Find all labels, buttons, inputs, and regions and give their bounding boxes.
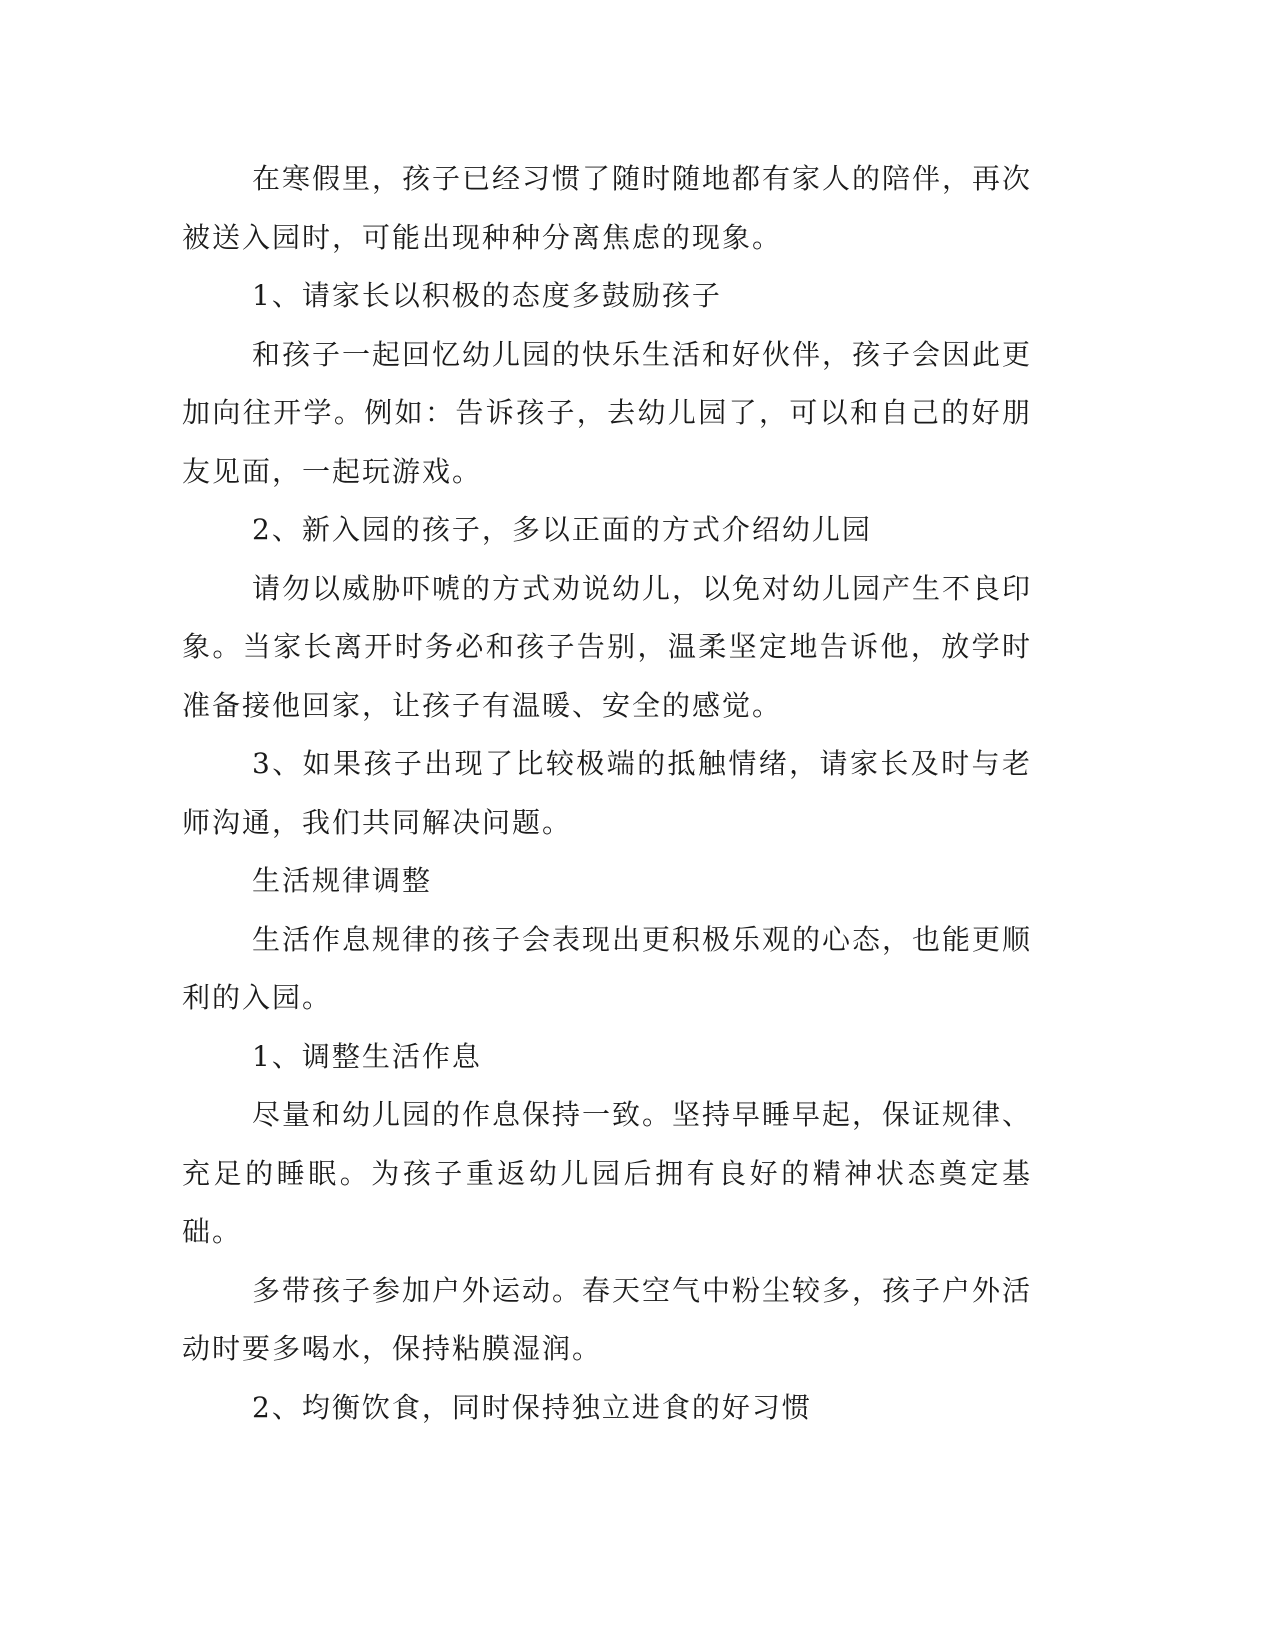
paragraph-outdoor-activity: 多带孩子参加户外运动。春天空气中粉尘较多，孩子户外活动时要多喝水，保持粘膜湿润。 <box>182 1273 1033 1365</box>
paragraph-routine-benefit: 生活作息规律的孩子会表现出更积极乐观的心态，也能更顺利的入园。 <box>182 922 1033 1014</box>
document-body <box>182 150 1032 1437</box>
paragraph-separation-anxiety-intro: 在寒假里，孩子已经习惯了随时随地都有家人的陪伴，再次被送入园时，可能出现种种分离焦虑的现象。 <box>182 162 1033 254</box>
heading-encourage-child: 1、请家长以积极的态度多鼓励孩子 <box>252 279 722 312</box>
paragraph-no-threats: 请勿以威胁吓唬的方式劝说幼儿，以免对幼儿园产生不良印象。当家长离开时务必和孩子告别，温柔坚定地告诉他，放学时准备接他回家，让孩子有温暖、安全的感觉。 <box>182 571 1033 722</box>
paragraph-contact-teacher: 3、如果孩子出现了比较极端的抵触情绪，请家长及时与老师沟通，我们共同解决问题。 <box>182 747 1032 839</box>
paragraph-sleep-schedule: 尽量和幼儿园的作息保持一致。坚持早睡早起，保证规律、充足的睡眠。为孩子重返幼儿园后拥有良好的精神状态奠定基础。 <box>182 1098 1033 1248</box>
section-heading-routine: 生活规律调整 <box>252 864 433 897</box>
heading-adjust-schedule: 1、调整生活作息 <box>252 1039 482 1073</box>
paragraph-recall-kindergarten: 和孩子一起回忆幼儿园的快乐生活和好伙伴，孩子会因此更加向往开学。例如：告诉孩子，去幼儿园了，可以和自己的好朋友见面，一起玩游戏。 <box>182 337 1033 488</box>
heading-introduce-kindergarten: 2、新入园的孩子，多以正面的方式介绍幼儿园 <box>252 513 872 546</box>
heading-balanced-diet: 2、均衡饮食，同时保持独立进食的好习惯 <box>252 1390 812 1424</box>
